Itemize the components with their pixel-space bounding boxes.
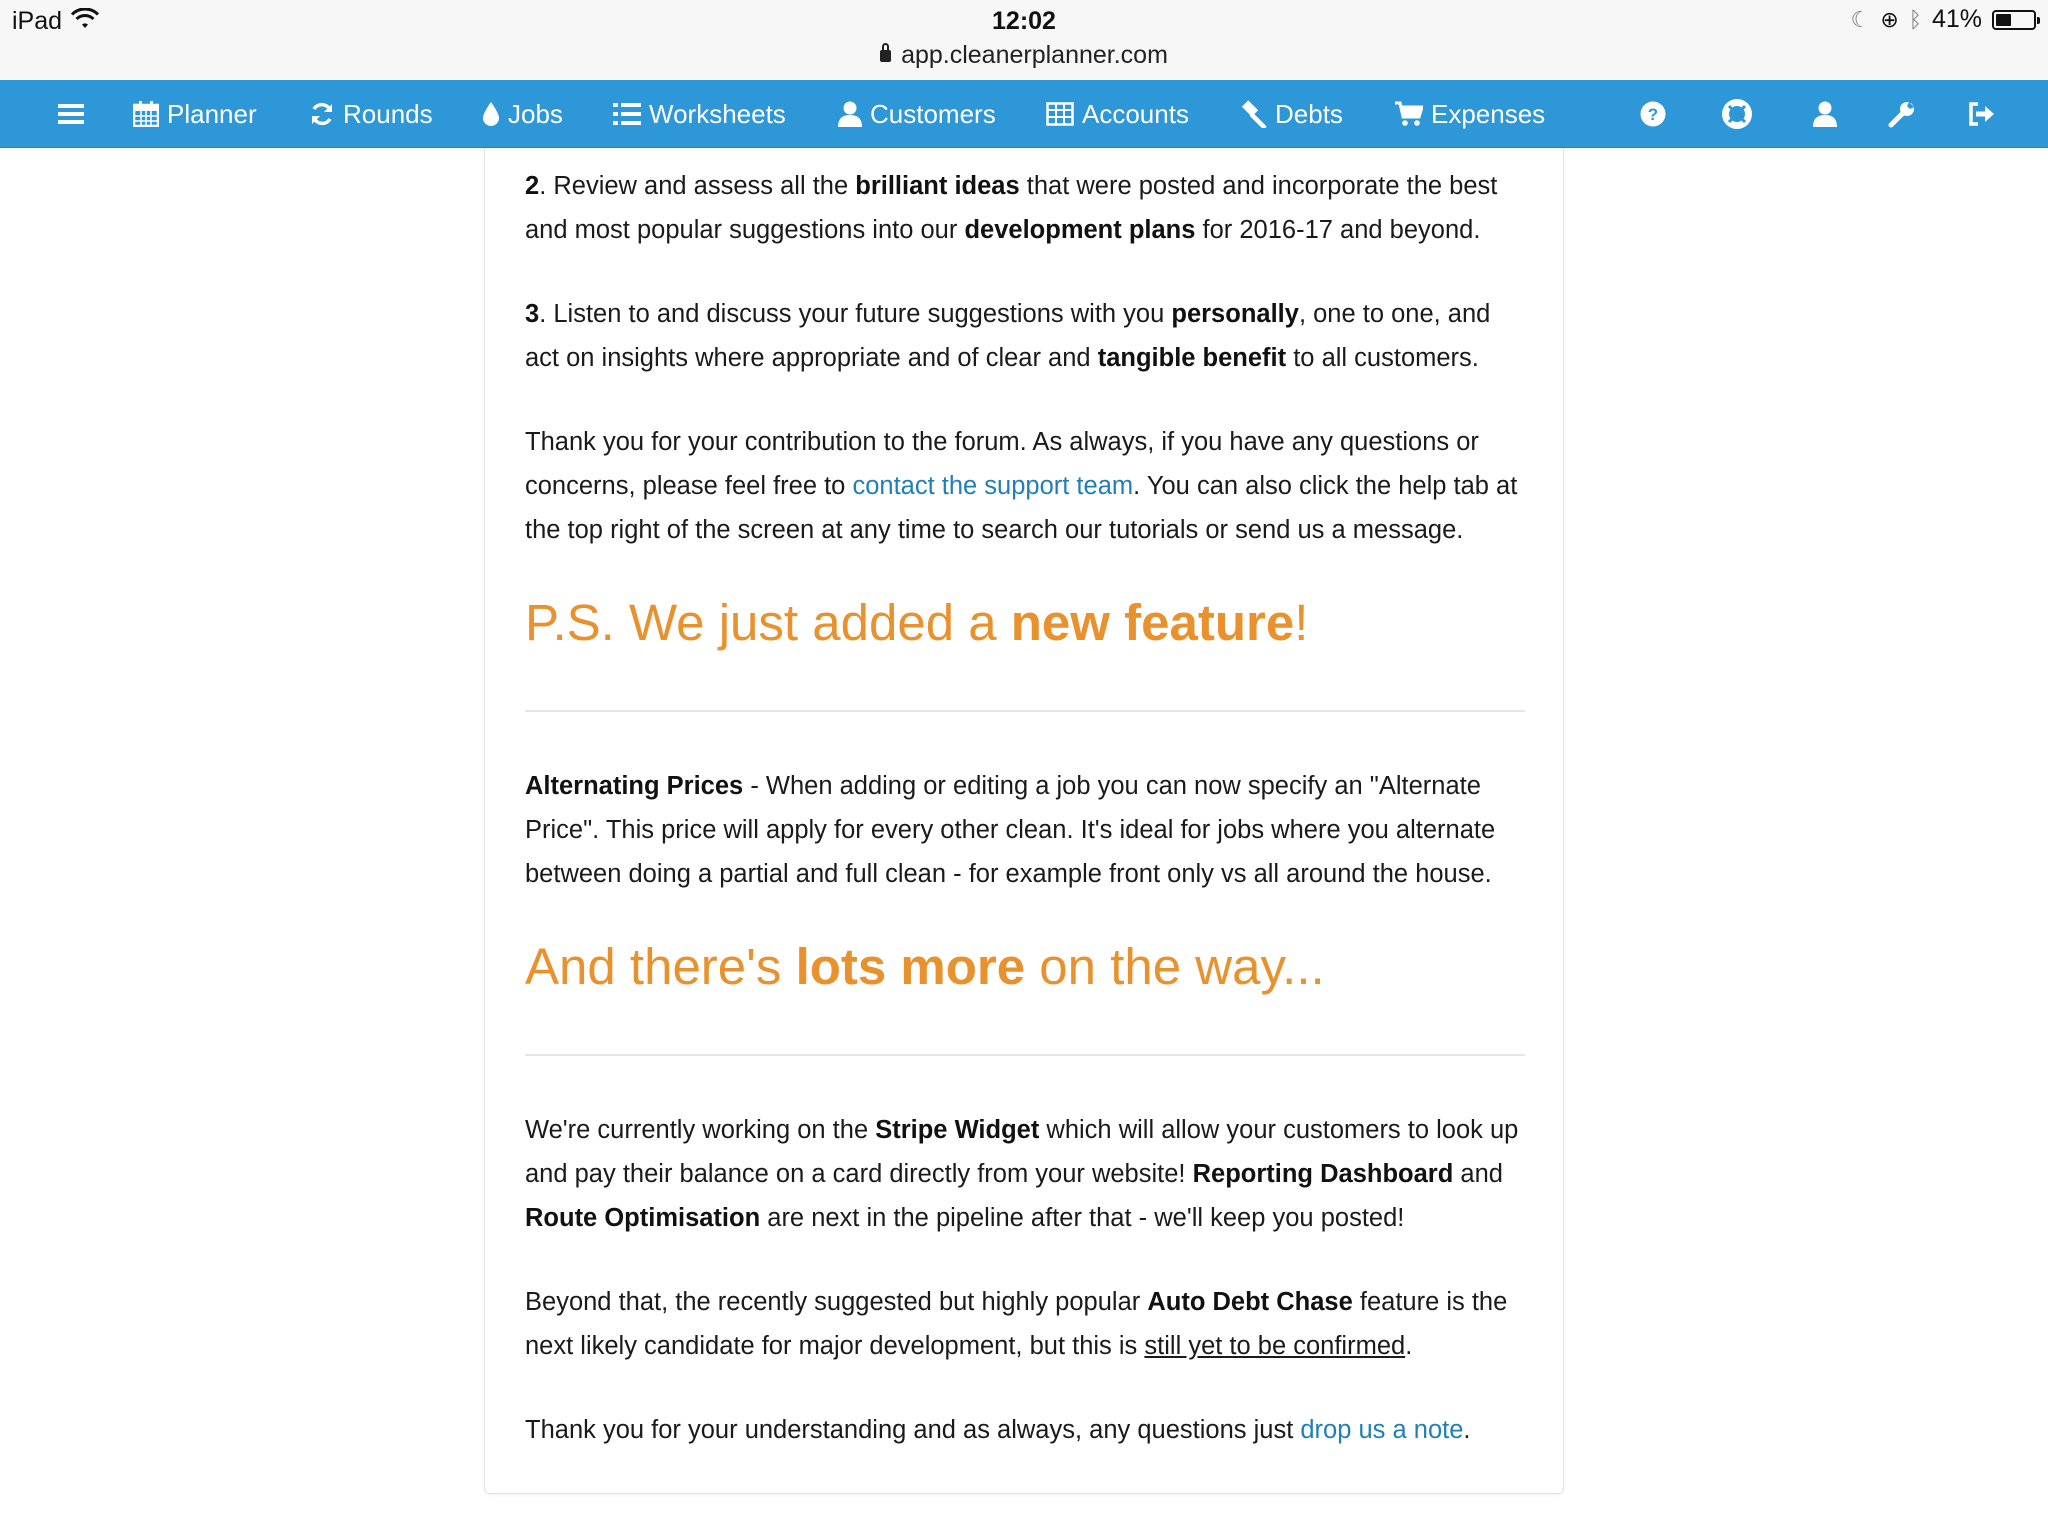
nav-planner[interactable]: [133, 80, 257, 148]
drop-icon: [482, 101, 500, 127]
device-name: iPad: [12, 7, 63, 35]
paragraph-point-3: 3. Listen to and discuss your future suggestions with you personally, one to one, and act on insights where appropriate and of clear and tangible benefit to all customers.: [525, 300, 1491, 372]
nav-jobs-label: Jobs: [508, 98, 563, 129]
lifebuoy-icon: [1722, 99, 1752, 129]
drop-us-a-note-link[interactable]: drop us a note: [1300, 1416, 1464, 1444]
heading-new-feature: P.S. We just added a new feature!: [525, 594, 1309, 651]
settings-button[interactable]: [1882, 80, 1922, 148]
user-icon: [1813, 101, 1837, 127]
refresh-icon: [309, 101, 335, 127]
sign-out-button[interactable]: [1961, 80, 2001, 148]
ios-status-bar: [0, 0, 2048, 80]
battery-level: [1996, 14, 2011, 26]
help-button[interactable]: [1633, 80, 1673, 148]
nav-worksheets-label: Worksheets: [649, 98, 786, 129]
divider: [525, 710, 1525, 712]
user-icon: [838, 101, 862, 127]
help-icon: [1640, 101, 1666, 127]
nav-customers[interactable]: [838, 80, 996, 148]
divider: [525, 1054, 1525, 1056]
calendar-icon: [133, 101, 159, 127]
nav-customers-label: Customers: [870, 98, 996, 129]
wrench-icon: [1888, 100, 1916, 128]
gavel-icon: [1239, 100, 1267, 128]
battery-percent: 41%: [1931, 5, 1982, 33]
nav-expenses[interactable]: [1395, 80, 1545, 148]
lock-icon: [880, 50, 891, 62]
rotation-lock-icon: ⊕: [1880, 6, 1899, 32]
cart-icon: [1395, 101, 1423, 127]
paragraph-final-thanks: Thank you for your understanding and as always, any questions just drop us a note.: [525, 1416, 1471, 1444]
contact-support-link[interactable]: contact the support team: [852, 472, 1134, 500]
battery-icon: [1992, 10, 2036, 30]
paragraph-point-2: 2. Review and assess all the brilliant ideas that were posted and incorporate the best and most popular suggestions into our development plans for 2016-17 and beyond.: [525, 172, 1498, 244]
support-button[interactable]: [1717, 80, 1757, 148]
nav-debts[interactable]: [1239, 80, 1343, 148]
nav-debts-label: Debts: [1275, 98, 1343, 129]
list-icon: [613, 102, 641, 126]
nav-planner-label: Planner: [167, 98, 257, 129]
paragraph-alternating-prices: Alternating Prices - When adding or editing a job you can now specify an "Alternate Price". This price will apply for every other clean. It's ideal for jobs where you alternate between doing a partial and full clean - for example front only vs all around the house.: [525, 772, 1496, 888]
clock: 12:02: [992, 7, 1056, 35]
svg-text:?: ?: [1647, 105, 1659, 124]
heading-lots-more: And there's lots more on the way...: [525, 938, 1325, 995]
article-card: [484, 148, 1564, 1494]
address-bar[interactable]: [0, 41, 2048, 70]
nav-worksheets[interactable]: [613, 80, 786, 148]
moon-icon: ☾: [1850, 6, 1871, 32]
nav-rounds-label: Rounds: [343, 98, 433, 129]
nav-jobs[interactable]: [482, 80, 563, 148]
nav-rounds[interactable]: [309, 80, 433, 148]
url-text: app.cleanerplanner.com: [901, 41, 1168, 69]
bluetooth-icon: ᛒ: [1908, 6, 1922, 32]
main-navbar: [0, 80, 2048, 148]
paragraph-stripe-widget: We're currently working on the Stripe Widget which will allow your customers to look up and pay their balance on a card directly from your website! Reporting Dashboard and Route Optimisation are next in the pipeline after that - we'll keep you posted!: [525, 1116, 1519, 1232]
paragraph-thanks: Thank you for your contribution to the forum. As always, if you have any questions or concerns, please feel free to contact the support team. You can also click the help tab at the top right of the screen at any time to search our tutorials or send us a message.: [525, 428, 1518, 544]
nav-accounts[interactable]: [1046, 80, 1189, 148]
paragraph-auto-debt-chase: Beyond that, the recently suggested but highly popular Auto Debt Chase feature is the next likely candidate for major development, but this is still yet to be confirmed.: [525, 1288, 1508, 1360]
nav-expenses-label: Expenses: [1431, 98, 1546, 129]
status-icons: [1851, 5, 2036, 34]
hamburger-icon: [58, 103, 84, 125]
profile-button[interactable]: [1805, 80, 1845, 148]
table-icon: [1046, 102, 1074, 126]
nav-accounts-label: Accounts: [1082, 98, 1189, 129]
menu-toggle-button[interactable]: [58, 80, 84, 148]
sign-out-icon: [1967, 101, 1995, 127]
